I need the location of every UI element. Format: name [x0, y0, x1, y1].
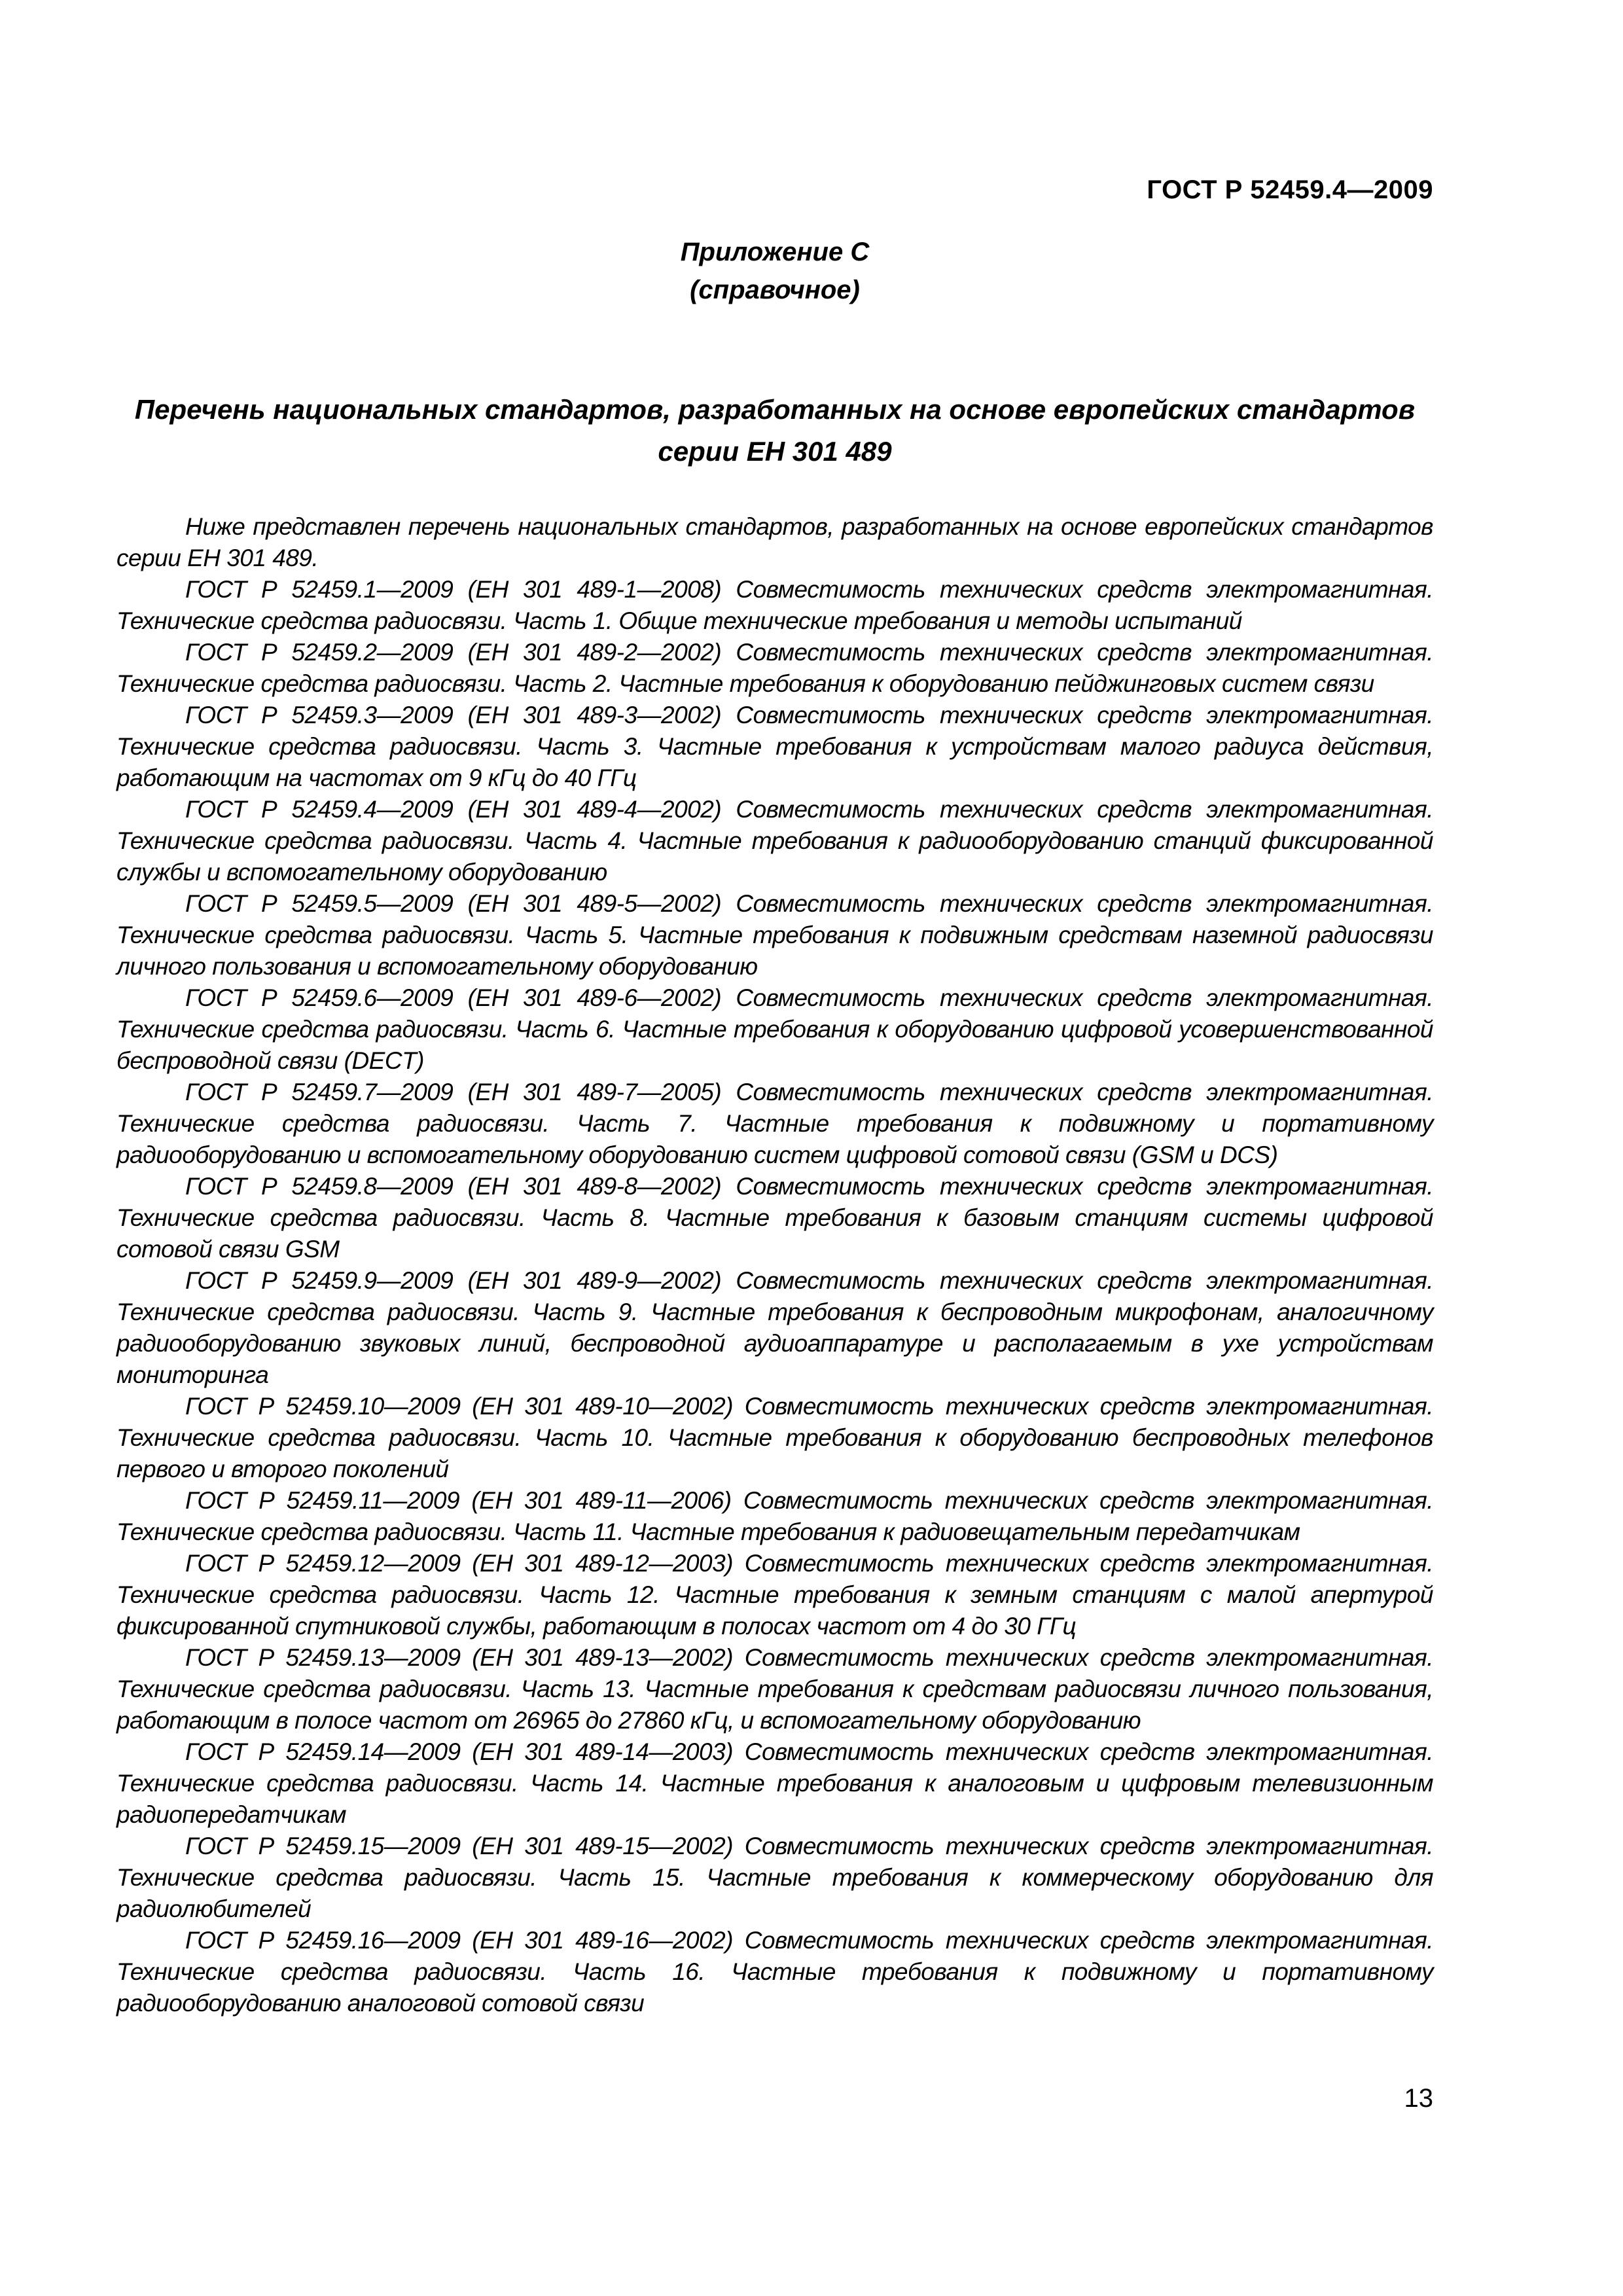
document-title	[116, 389, 1433, 473]
standard-header-code: ГОСТ Р 52459.4—2009	[1147, 175, 1433, 204]
standard-paragraph: ГОСТ Р 52459.5—2009 (ЕН 301 489-5—2002) Совместимость технических средств электромагнитная. Технические средства радиосвязи. Часть 5. Частные требования к подвижным средствам наземной радиосвязи личного пользования и вспомогательному оборудованию	[116, 890, 1433, 980]
standard-paragraph: ГОСТ Р 52459.6—2009 (ЕН 301 489-6—2002) Совместимость технических средств электромагнитная. Технические средства радиосвязи. Часть 6. Частные требования к оборудованию цифровой усовершенствованной беспроводной связи (DECT)	[116, 984, 1433, 1074]
document-title-line-1: Перечень национальных стандартов, разработанных на основе европейских стандартов	[134, 394, 1416, 425]
standard-paragraph: ГОСТ Р 52459.10—2009 (ЕН 301 489-10—2002) Совместимость технических средств электромагнитная. Технические средства радиосвязи. Часть 10. Частные требования к оборудованию беспроводных телефонов первого и второго поколений	[116, 1393, 1433, 1482]
annex-note: (справочное)	[690, 276, 860, 304]
standard-paragraph: ГОСТ Р 52459.2—2009 (ЕН 301 489-2—2002) Совместимость технических средств электромагнитная. Технические средства радиосвязи. Часть 2. Частные требования к оборудованию пейджинговых систем связи	[116, 639, 1433, 697]
annex-label: Приложение С	[680, 238, 870, 266]
intro-paragraph: Ниже представлен перечень национальных стандартов, разработанных на основе европейских стандартов серии ЕН 301 489.	[116, 513, 1433, 571]
standard-paragraph: ГОСТ Р 52459.9—2009 (ЕН 301 489-9—2002) Совместимость технических средств электромагнитная. Технические средства радиосвязи. Часть 9. Частные требования к беспроводным микрофонам, аналогичному радиооборудованию звуковых линий, беспроводной аудиоаппаратуре и располагаемым в ухе устройствам мониторинга	[116, 1267, 1433, 1388]
standard-paragraph: ГОСТ Р 52459.8—2009 (ЕН 301 489-8—2002) Совместимость технических средств электромагнитная. Технические средства радиосвязи. Часть 8. Частные требования к базовым станциям системы цифровой сотовой связи GSM	[116, 1173, 1433, 1263]
standard-paragraph: ГОСТ Р 52459.3—2009 (ЕН 301 489-3—2002) Совместимость технических средств электромагнитная. Технические средства радиосвязи. Часть 3. Частные требования к устройствам малого радиуса действия, работающим на частотах от 9 кГц до 40 ГГц	[116, 702, 1433, 791]
standard-paragraph: ГОСТ Р 52459.7—2009 (ЕН 301 489-7—2005) Совместимость технических средств электромагнитная. Технические средства радиосвязи. Часть 7. Частные требования к подвижному и портативному радиооборудованию и вспомогательному оборудованию систем цифровой сотовой связи (GSM и DCS)	[116, 1079, 1433, 1168]
annex-heading	[116, 233, 1433, 309]
standard-paragraph: ГОСТ Р 52459.14—2009 (ЕН 301 489-14—2003) Совместимость технических средств электромагнитная. Технические средства радиосвязи. Часть 14. Частные требования к аналоговым и цифровым телевизионным радиопередатчикам	[116, 1738, 1433, 1828]
standards-list	[116, 574, 1433, 2019]
page-number: 13	[1404, 2084, 1433, 2113]
standard-paragraph: ГОСТ Р 52459.13—2009 (ЕН 301 489-13—2002) Совместимость технических средств электромагнитная. Технические средства радиосвязи. Часть 13. Частные требования к средствам радиосвязи личного пользования, работающим в полосе частот от 26965 до 27860 кГц, и вспомогательному оборудованию	[116, 1644, 1433, 1734]
body-text	[116, 511, 1433, 2019]
standard-paragraph: ГОСТ Р 52459.15—2009 (ЕН 301 489-15—2002) Совместимость технических средств электромагнитная. Технические средства радиосвязи. Часть 15. Частные требования к коммерческому оборудованию для радиолюбителей	[116, 1833, 1433, 1922]
standard-paragraph: ГОСТ Р 52459.11—2009 (ЕН 301 489-11—2006) Совместимость технических средств электромагнитная. Технические средства радиосвязи. Часть 11. Частные требования к радиовещательным передатчикам	[116, 1487, 1433, 1545]
standard-paragraph: ГОСТ Р 52459.16—2009 (ЕН 301 489-16—2002) Совместимость технических средств электромагнитная. Технические средства радиосвязи. Часть 16. Частные требования к подвижному и портативному радиооборудованию аналоговой сотовой связи	[116, 1927, 1433, 2017]
document-title-line-2: серии ЕН 301 489	[658, 436, 892, 467]
standard-paragraph: ГОСТ Р 52459.4—2009 (ЕН 301 489-4—2002) Совместимость технических средств электромагнитная. Технические средства радиосвязи. Часть 4. Частные требования к радиооборудованию станций фиксированной службы и вспомогательному оборудованию	[116, 796, 1433, 886]
standard-paragraph: ГОСТ Р 52459.12—2009 (ЕН 301 489-12—2003) Совместимость технических средств электромагнитная. Технические средства радиосвязи. Часть 12. Частные требования к земным станциям с малой апертурой фиксированной спутниковой службы, работающим в полосах частот от 4 до 30 ГГц	[116, 1550, 1433, 1640]
standard-paragraph: ГОСТ Р 52459.1—2009 (ЕН 301 489-1—2008) Совместимость технических средств электромагнитная. Технические средства радиосвязи. Часть 1. Общие технические требования и методы испытаний	[116, 576, 1433, 634]
